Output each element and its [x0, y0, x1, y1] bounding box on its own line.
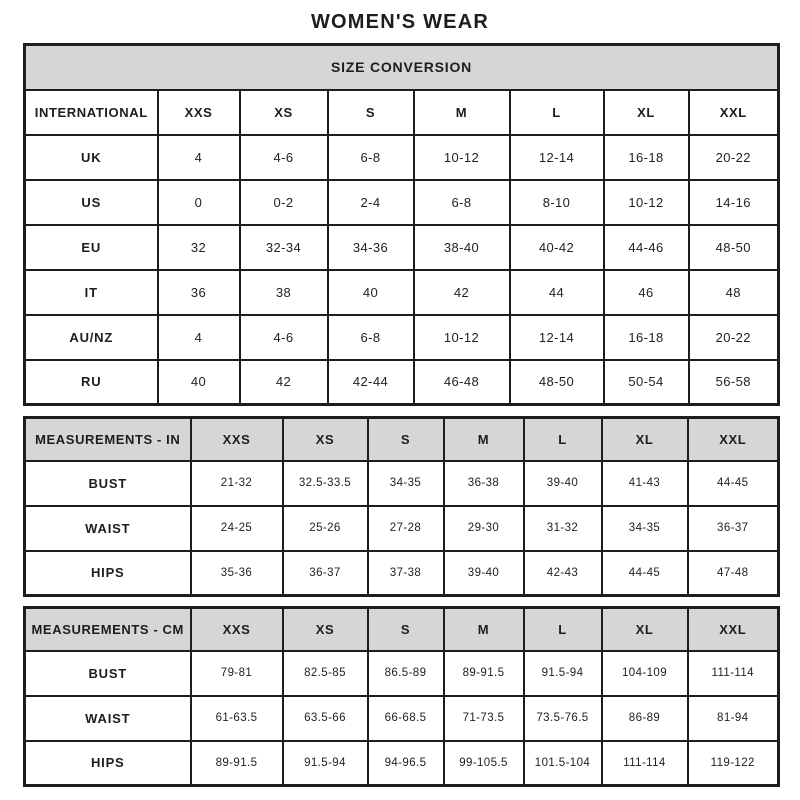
- value-cell: 47-48: [688, 551, 779, 596]
- value-cell: 32.5-33.5: [283, 461, 368, 506]
- row-label-waist: WAIST: [25, 696, 191, 741]
- value-cell: 38-40: [414, 225, 510, 270]
- value-cell: 36-37: [688, 506, 779, 551]
- value-cell: 38: [240, 270, 328, 315]
- table-row-waist: [25, 696, 779, 741]
- table-row-bust: [25, 651, 779, 696]
- size-conversion-table: [23, 43, 780, 406]
- table-row-waist: [25, 506, 779, 551]
- column-header-international: INTERNATIONAL: [25, 90, 158, 135]
- value-cell: 46: [604, 270, 689, 315]
- column-header-l: L: [524, 608, 602, 651]
- column-header-row: [25, 418, 779, 461]
- column-header-xs: XS: [283, 418, 368, 461]
- value-cell: 36: [158, 270, 240, 315]
- value-cell: 29-30: [444, 506, 524, 551]
- value-cell: 101.5-104: [524, 741, 602, 786]
- table-banner: SIZE CONVERSION: [25, 45, 779, 90]
- value-cell: 6-8: [328, 315, 414, 360]
- column-header-xs: XS: [283, 608, 368, 651]
- value-cell: 32: [158, 225, 240, 270]
- value-cell: 81-94: [688, 696, 779, 741]
- value-cell: 20-22: [689, 315, 779, 360]
- value-cell: 32-34: [240, 225, 328, 270]
- value-cell: 111-114: [688, 651, 779, 696]
- row-label-eu: EU: [25, 225, 158, 270]
- table-row-us: [25, 180, 779, 225]
- column-header-s: S: [328, 90, 414, 135]
- value-cell: 16-18: [604, 135, 689, 180]
- value-cell: 39-40: [524, 461, 602, 506]
- value-cell: 42: [414, 270, 510, 315]
- row-label-waist: WAIST: [25, 506, 191, 551]
- value-cell: 50-54: [604, 360, 689, 405]
- table-row-hips: [25, 741, 779, 786]
- column-header-s: S: [368, 418, 444, 461]
- value-cell: 4: [158, 135, 240, 180]
- column-header-xs: XS: [240, 90, 328, 135]
- table-row-au-nz: [25, 315, 779, 360]
- value-cell: 89-91.5: [191, 741, 283, 786]
- table-banner-row: [25, 45, 779, 90]
- value-cell: 2-4: [328, 180, 414, 225]
- column-header-xl: XL: [602, 418, 688, 461]
- value-cell: 27-28: [368, 506, 444, 551]
- value-cell: 21-32: [191, 461, 283, 506]
- value-cell: 86-89: [602, 696, 688, 741]
- value-cell: 48: [689, 270, 779, 315]
- value-cell: 37-38: [368, 551, 444, 596]
- column-header-l: L: [524, 418, 602, 461]
- value-cell: 0: [158, 180, 240, 225]
- value-cell: 44-46: [604, 225, 689, 270]
- value-cell: 8-10: [510, 180, 604, 225]
- value-cell: 86.5-89: [368, 651, 444, 696]
- column-header-xl: XL: [602, 608, 688, 651]
- value-cell: 14-16: [689, 180, 779, 225]
- value-cell: 40-42: [510, 225, 604, 270]
- row-label-hips: HIPS: [25, 551, 191, 596]
- column-header-xxl: XXL: [688, 608, 779, 651]
- value-cell: 12-14: [510, 315, 604, 360]
- column-header-l: L: [510, 90, 604, 135]
- value-cell: 0-2: [240, 180, 328, 225]
- table-row-uk: [25, 135, 779, 180]
- column-header-measurements-in: MEASUREMENTS - IN: [25, 418, 191, 461]
- value-cell: 20-22: [689, 135, 779, 180]
- value-cell: 66-68.5: [368, 696, 444, 741]
- value-cell: 40: [158, 360, 240, 405]
- row-label-au-nz: AU/NZ: [25, 315, 158, 360]
- column-header-m: M: [444, 608, 524, 651]
- table-row-hips: [25, 551, 779, 596]
- value-cell: 56-58: [689, 360, 779, 405]
- column-header-xxl: XXL: [689, 90, 779, 135]
- value-cell: 34-36: [328, 225, 414, 270]
- value-cell: 36-38: [444, 461, 524, 506]
- column-header-m: M: [444, 418, 524, 461]
- table-row-bust: [25, 461, 779, 506]
- value-cell: 119-122: [688, 741, 779, 786]
- value-cell: 10-12: [604, 180, 689, 225]
- size-guide-page: [23, 10, 777, 787]
- value-cell: 82.5-85: [283, 651, 368, 696]
- column-header-xxl: XXL: [688, 418, 779, 461]
- table-row-eu: [25, 225, 779, 270]
- value-cell: 16-18: [604, 315, 689, 360]
- row-label-bust: BUST: [25, 651, 191, 696]
- row-label-it: IT: [25, 270, 158, 315]
- value-cell: 6-8: [414, 180, 510, 225]
- value-cell: 42-43: [524, 551, 602, 596]
- column-header-row: [25, 90, 779, 135]
- value-cell: 42: [240, 360, 328, 405]
- value-cell: 10-12: [414, 315, 510, 360]
- value-cell: 48-50: [689, 225, 779, 270]
- row-label-bust: BUST: [25, 461, 191, 506]
- row-label-ru: RU: [25, 360, 158, 405]
- measurements-in-table: [23, 416, 780, 597]
- value-cell: 40: [328, 270, 414, 315]
- value-cell: 4-6: [240, 315, 328, 360]
- page-title: WOMEN'S WEAR: [310, 11, 490, 33]
- column-header-s: S: [368, 608, 444, 651]
- value-cell: 104-109: [602, 651, 688, 696]
- value-cell: 42-44: [328, 360, 414, 405]
- value-cell: 25-26: [283, 506, 368, 551]
- table-row-ru: [25, 360, 779, 405]
- value-cell: 10-12: [414, 135, 510, 180]
- value-cell: 34-35: [602, 506, 688, 551]
- value-cell: 12-14: [510, 135, 604, 180]
- value-cell: 48-50: [510, 360, 604, 405]
- value-cell: 89-91.5: [444, 651, 524, 696]
- row-label-uk: UK: [25, 135, 158, 180]
- column-header-xl: XL: [604, 90, 689, 135]
- value-cell: 94-96.5: [368, 741, 444, 786]
- value-cell: 4: [158, 315, 240, 360]
- value-cell: 111-114: [602, 741, 688, 786]
- value-cell: 91.5-94: [283, 741, 368, 786]
- value-cell: 44: [510, 270, 604, 315]
- value-cell: 39-40: [444, 551, 524, 596]
- column-header-xxs: XXS: [191, 608, 283, 651]
- value-cell: 24-25: [191, 506, 283, 551]
- value-cell: 46-48: [414, 360, 510, 405]
- value-cell: 63.5-66: [283, 696, 368, 741]
- column-header-xxs: XXS: [191, 418, 283, 461]
- column-header-row: [25, 608, 779, 651]
- value-cell: 31-32: [524, 506, 602, 551]
- table-row-it: [25, 270, 779, 315]
- value-cell: 71-73.5: [444, 696, 524, 741]
- value-cell: 79-81: [191, 651, 283, 696]
- value-cell: 44-45: [688, 461, 779, 506]
- column-header-m: M: [414, 90, 510, 135]
- value-cell: 99-105.5: [444, 741, 524, 786]
- value-cell: 35-36: [191, 551, 283, 596]
- value-cell: 61-63.5: [191, 696, 283, 741]
- column-header-measurements-cm: MEASUREMENTS - CM: [25, 608, 191, 651]
- value-cell: 36-37: [283, 551, 368, 596]
- value-cell: 34-35: [368, 461, 444, 506]
- value-cell: 4-6: [240, 135, 328, 180]
- value-cell: 6-8: [328, 135, 414, 180]
- row-label-us: US: [25, 180, 158, 225]
- value-cell: 91.5-94: [524, 651, 602, 696]
- measurements-cm-table: [23, 606, 780, 787]
- value-cell: 44-45: [602, 551, 688, 596]
- column-header-xxs: XXS: [158, 90, 240, 135]
- row-label-hips: HIPS: [25, 741, 191, 786]
- value-cell: 41-43: [602, 461, 688, 506]
- value-cell: 73.5-76.5: [524, 696, 602, 741]
